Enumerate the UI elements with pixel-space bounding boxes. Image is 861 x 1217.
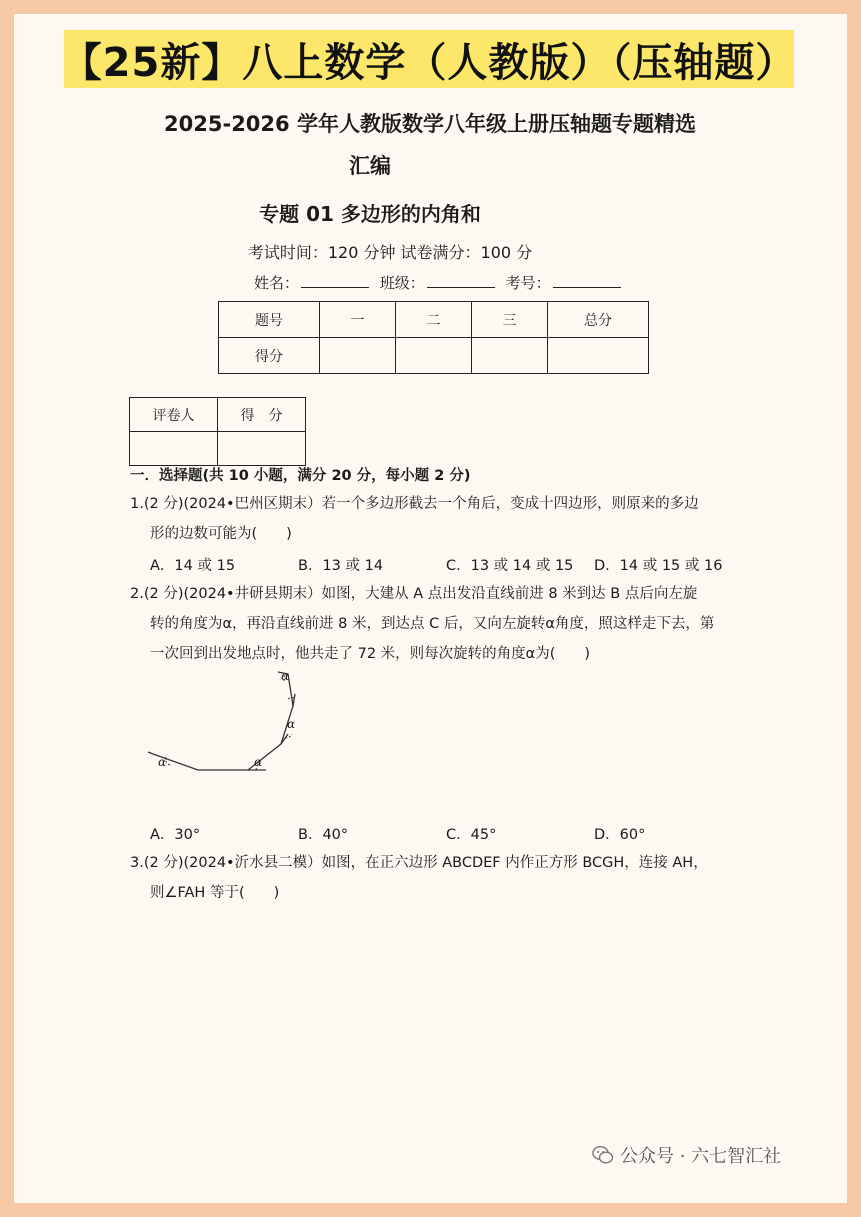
- doc-title-line1: 2025-2026 学年人教版数学八年级上册压轴题专题精选: [164, 112, 696, 136]
- score-cell[interactable]: [320, 338, 396, 374]
- footer-watermark: [592, 1142, 781, 1168]
- question-3: [130, 848, 740, 908]
- question-text: 2.(2 分)(2024•井研县期末）如图，大建从 A 点出发沿直线前进 8 米到达 B 点后向左旋: [130, 586, 698, 602]
- footer-text: 公众号 · 六七智汇社: [620, 1146, 782, 1167]
- wechat-icon: [592, 1145, 614, 1165]
- score-cell[interactable]: [548, 338, 649, 374]
- exam-info: 考试时间：120 分钟 试卷满分：100 分: [247, 243, 533, 262]
- extension-line: [293, 694, 295, 706]
- question-text: 形的边数可能为( ): [150, 526, 292, 542]
- question-1: [130, 489, 740, 549]
- name-label: 姓名：: [254, 274, 300, 292]
- option-a[interactable]: A．14 或 15: [150, 558, 236, 574]
- question-text: 3.(2 分)(2024•沂水县二模）如图，在正六边形 ABCDEF 内作正方形 BCGH，连接 AH，: [130, 855, 708, 871]
- angle-arc: [288, 698, 294, 699]
- question-text: 一次回到出发地点时，他共走了 72 米，则每次旋转的角度α为( ): [150, 646, 591, 662]
- grader-cell[interactable]: [130, 432, 218, 466]
- grader-cell[interactable]: [218, 432, 306, 466]
- name-blank[interactable]: [301, 273, 369, 288]
- question-2-options: [150, 823, 742, 844]
- option-b[interactable]: B．13 或 14: [298, 558, 384, 574]
- score-header-cell: 题号: [219, 302, 320, 338]
- score-header-cell: 二: [396, 302, 472, 338]
- student-fields: [254, 272, 627, 293]
- grader-row: [130, 432, 306, 466]
- angle-label: α: [287, 717, 296, 731]
- score-header-cell: 一: [320, 302, 396, 338]
- walk-path: [153, 674, 296, 770]
- doc-subtitle: 专题 01 多边形的内角和: [259, 202, 481, 226]
- score-header-cell: 总分: [548, 302, 649, 338]
- score-cell[interactable]: [472, 338, 548, 374]
- score-table-row: [219, 338, 649, 374]
- angle-label: α: [281, 669, 290, 683]
- number-blank[interactable]: [553, 273, 621, 288]
- score-table: [218, 301, 649, 374]
- section-heading: 一．选择题(共 10 小题，满分 20 分，每小题 2 分): [130, 468, 471, 484]
- angle-label: α: [254, 755, 263, 769]
- option-d[interactable]: D．60°: [594, 827, 646, 843]
- question-2: [130, 579, 740, 669]
- score-row-label: 得分: [219, 338, 320, 374]
- number-label: 考号：: [505, 274, 551, 292]
- question-text: 1.(2 分)(2024•巴州区期末）若一个多边形截去一个角后，变成十四边形，则原来的多边: [130, 496, 699, 512]
- option-b[interactable]: B．40°: [298, 827, 349, 843]
- rotation-path-figure: [148, 666, 328, 778]
- angle-label: α: [158, 755, 167, 769]
- class-label: 班级：: [379, 274, 425, 292]
- grader-header-row: [130, 398, 306, 432]
- option-a[interactable]: A．30°: [150, 827, 201, 843]
- option-c[interactable]: C．45°: [446, 827, 497, 843]
- question-text: 转的角度为α，再沿直线前进 8 米，到达点 C 后，又向左旋转α角度，照这样走下去，第: [150, 616, 715, 632]
- exam-paper: [100, 94, 760, 1134]
- doc-title-line2: 汇编: [349, 154, 391, 178]
- question-1-options: [150, 554, 742, 575]
- option-c[interactable]: C．13 或 14 或 15: [446, 558, 574, 574]
- grader-header: 评卷人: [130, 398, 218, 432]
- grader-header: 得 分: [218, 398, 306, 432]
- extension-line: [148, 752, 153, 754]
- question-text: 则∠FAH 等于( ): [150, 885, 280, 901]
- class-blank[interactable]: [427, 273, 495, 288]
- banner-title: 【25新】八上数学（人教版）（压轴题）: [64, 30, 794, 88]
- score-table-header-row: [219, 302, 649, 338]
- score-header-cell: 三: [472, 302, 548, 338]
- score-cell[interactable]: [396, 338, 472, 374]
- option-d[interactable]: D．14 或 15 或 16: [594, 558, 723, 574]
- grader-table: [129, 397, 306, 466]
